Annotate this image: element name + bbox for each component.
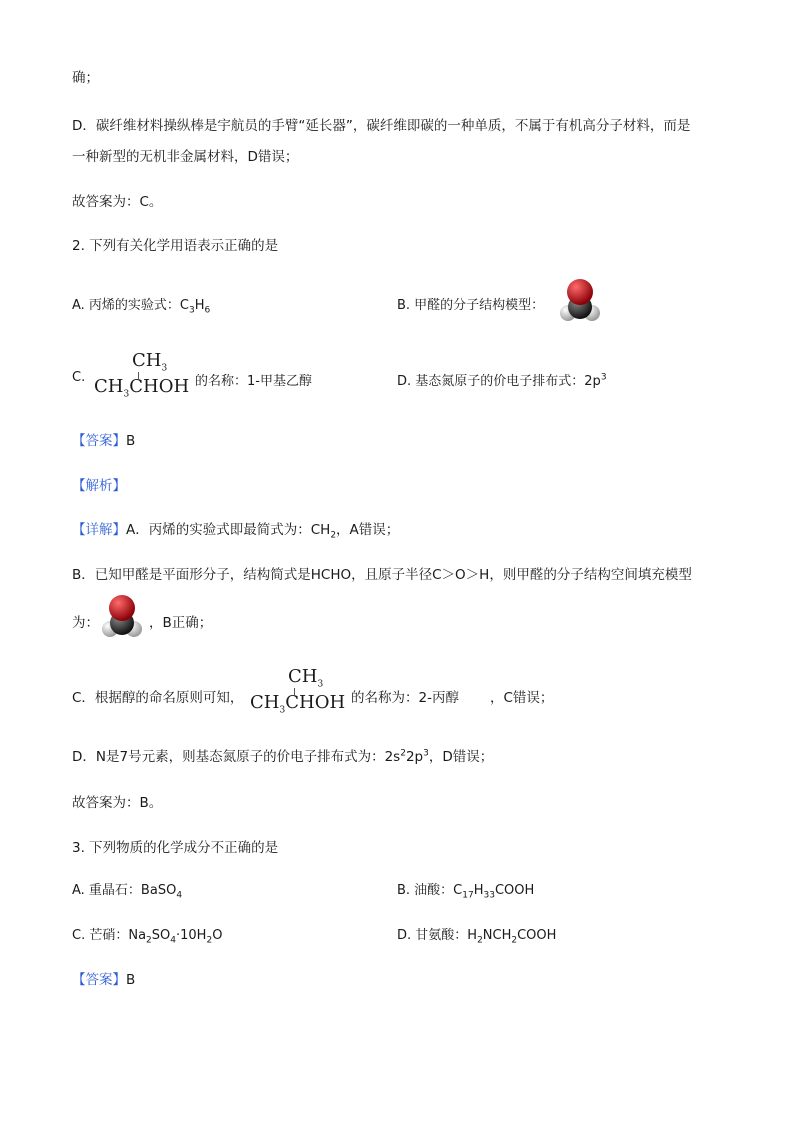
text-line: 确； (72, 70, 99, 86)
detail-c-tail: ，C错误； (490, 690, 554, 706)
question-3-stem: 3. 下列物质的化学成分不正确的是 (72, 840, 279, 856)
detail-a: 【详解】A．丙烯的实验式即最简式为：$CH_2$，A错误； (72, 522, 400, 541)
detail-c: C．根据醇的命名原则可知， (72, 690, 244, 706)
option-a: A. 重晶石：BaSO$_4$ (72, 883, 183, 901)
answer-line: 【答案】B (72, 433, 136, 449)
formaldehyde-model-icon (556, 276, 604, 326)
question-2-stem: 2. 下列有关化学用语表示正确的是 (72, 238, 279, 254)
isopropanol-formula: $CH_3$ $CH_3CHOH$ (94, 350, 190, 400)
option-b: B. 油酸：$C_{17}H_{33}COOH$ (397, 883, 535, 901)
detail-c-text: 的名称为：2-丙醇 (351, 690, 459, 706)
option-d: D. 基态氮原子的价电子排布式：$2p^3$ (397, 372, 607, 389)
isopropanol-formula: $CH_3$ $CH_3CHOH$ (250, 666, 346, 716)
option-b: B. 甲醛的分子结构模型： (397, 298, 545, 313)
option-a: A. 丙烯的实验式：$C_3H_6$ (72, 298, 211, 316)
text-line: 故答案为：C。 (72, 194, 163, 210)
detail-d: D．N是7号元素，则基态氮原子的价电子排布式为：$2s^22p^3$，D错误； (72, 748, 494, 765)
answer-line: 【答案】B (72, 972, 136, 988)
option-c: C. 芒硝：$Na_2SO_4\cdot 10H_2O$ (72, 928, 223, 946)
text-line: 一种新型的无机非金属材料，D错误； (72, 149, 299, 165)
conclusion: 故答案为：B。 (72, 795, 163, 811)
formaldehyde-model-icon (98, 592, 146, 642)
detail-b: B．已知甲醛是平面形分子，结构简式是HCHO，且原子半径C＞O＞H，则甲醛的分子结构空间填充模型 (72, 567, 692, 583)
option-d: D. 甘氨酸：$H_2NCH_2COOH$ (397, 928, 557, 946)
detail-b-cont: 为： ，B正确； (72, 615, 213, 631)
option-c-label: C. (72, 370, 86, 385)
option-c-text: 的名称：1-甲基乙醇 (195, 374, 312, 389)
text-line: D．碳纤维材料操纵棒是宇航员的手臂“延长器”，碳纤维即碳的一种单质，不属于有机高分子材料，而是 (72, 118, 691, 134)
analysis-tag: 【解析】 (72, 478, 126, 494)
